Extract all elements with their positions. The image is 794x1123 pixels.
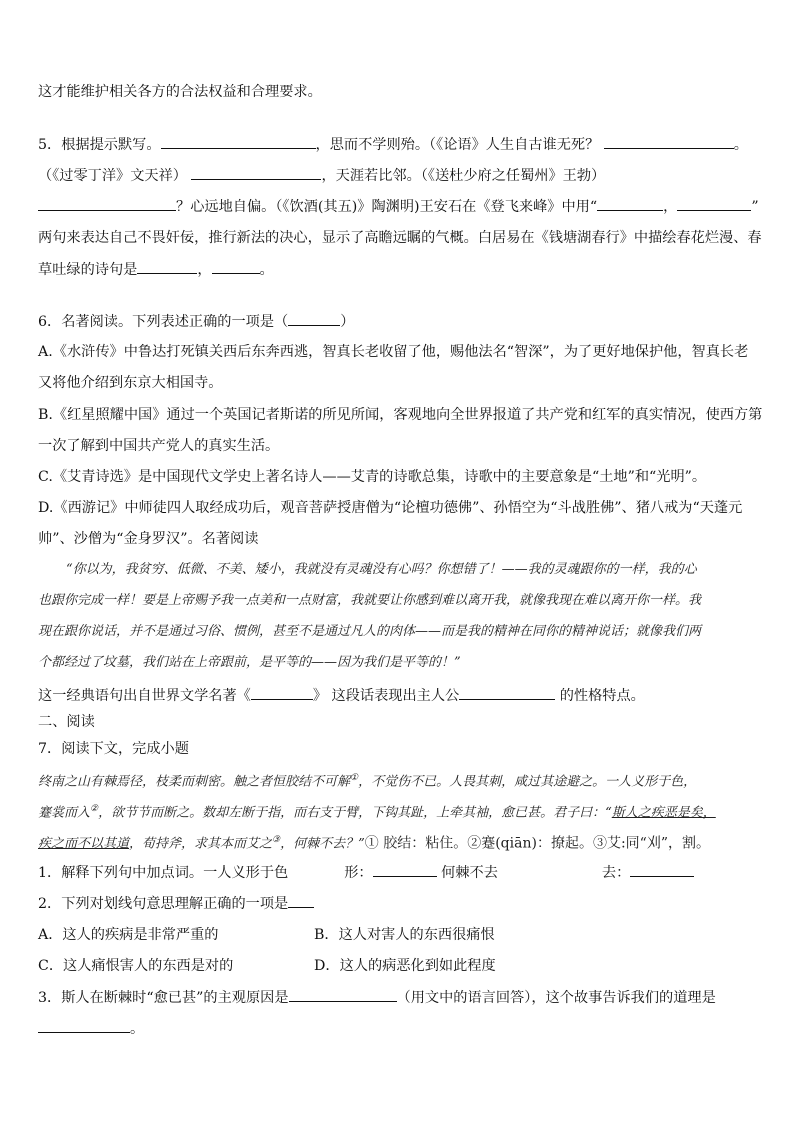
quote-line-2: 也跟你完成一样！要是上帝赐予我一点美和一点财富，我就要让你感到难以离开我，就像我现在难以离开你一样。我 <box>38 593 702 608</box>
blank[interactable] <box>677 196 751 211</box>
q6-stem: 6．名著阅读。下列表述正确的一项是（ ） <box>38 311 354 332</box>
q6-option-b: B.《红星照耀中国》通过一个英国记者斯诺的所见所闻，客观地向全世界报道了共产党和红军的真实情况，使西方第 <box>38 407 763 423</box>
blank[interactable] <box>459 685 555 700</box>
q7-options-row-1 <box>38 925 495 945</box>
blank[interactable] <box>38 1018 130 1033</box>
answer-blank[interactable] <box>288 311 340 326</box>
blank[interactable] <box>604 134 734 149</box>
option-a[interactable]: A．这人的疾病是非常严重的 <box>38 927 219 943</box>
underlined-sentence: 疾之而不以其道 <box>38 836 130 852</box>
q7-options-row-2 <box>38 956 496 976</box>
option-c[interactable]: C．这人痛恨害人的东西是对的 <box>38 958 234 974</box>
section-heading: 二、阅读 <box>38 714 95 730</box>
q5-line-5: 草吐绿的诗句是 ， 。 <box>38 259 274 280</box>
blank[interactable] <box>373 862 437 877</box>
q5-line-1: 5．根据提示默写。 ，思而不学则殆。（《论语》人生自古谁无死？ 。 <box>38 134 748 155</box>
blank[interactable] <box>289 987 397 1002</box>
q6-option-d: D.《西游记》中师徒四人取经成功后，观音菩萨授唐僧为“论檀功德佛”、孙悟空为“斗战胜佛”、猪八戒为“天蓬元 <box>38 500 743 516</box>
blank[interactable] <box>630 862 694 877</box>
q6-option-a: A.《水浒传》中鲁达打死镇关西后东奔西逃，智真长老收留了他，赐他法名“智深”，为了更好地保护他，智真长老 <box>38 344 749 360</box>
option-d[interactable]: D．这人的病恶化到如此程度 <box>314 958 496 974</box>
blank[interactable] <box>161 134 316 149</box>
blank[interactable] <box>191 165 321 180</box>
blank[interactable] <box>137 259 197 274</box>
blank[interactable] <box>38 196 176 211</box>
blank[interactable] <box>212 259 260 274</box>
q7-title: 7．阅读下文，完成小题 <box>38 741 189 757</box>
q6-option-c: C.《艾青诗选》是中国现代文学史上著名诗人——艾青的诗歌总集，诗歌中的主要意象是“土地”和“光明”。 <box>38 469 707 485</box>
glossary: ① 胶结：粘住。②蹇(qiān)：撩起。③艾:同“刈”，割。 <box>364 835 710 852</box>
q6-option-a-cont: 又将他介绍到东京大相国寺。 <box>38 375 223 391</box>
q6-option-d-cont: 帅”、沙僧为“金身罗汉”。名著阅读 <box>38 531 259 547</box>
classical-text-line-1: 终南之山有棘焉径，枝柔而刺密。触之者恒胶结不可解①，不觉伤不已。人畏其刺，咸过其途避之。一人义形于色， <box>38 773 697 790</box>
q7-sub3-cont: 。 <box>38 1018 144 1039</box>
blank[interactable] <box>597 196 663 211</box>
answer-blank[interactable] <box>288 893 314 908</box>
q5-line-3: ？心远地自偏。（《饮酒(其五)》陶渊明)王安石在《登飞来峰》中用“ ， ” <box>38 196 759 217</box>
intro-line: 这才能维护相关各方的合法权益和合理要求。 <box>38 84 322 100</box>
q7-sub3: 3．斯人在断棘时“愈已甚”的主观原因是 （用文中的语言回答），这个故事告诉我们的道理是 <box>38 987 716 1008</box>
quote-line-4: 个都经过了坟墓，我们站在上帝跟前，是平等的——因为我们是平等的！” <box>38 655 461 670</box>
q7-sub1: 1．解释下列句中加点词。一人义形于色 形： 何棘不去 去： <box>38 862 694 883</box>
q6-option-b-cont: 一次了解到中国共产党人的真实生活。 <box>38 438 280 454</box>
classical-text-line-3: 疾之而不以其道，荀持斧，求其本而艾之③，何棘不去？”① 胶结：粘住。②蹇(qiān)：撩起。③艾:同“刈”，割。 <box>38 835 710 852</box>
underlined-sentence: 斯人之疾恶是矣， <box>611 805 716 821</box>
blank[interactable] <box>251 685 313 700</box>
option-b[interactable]: B．这人对害人的东西很痛恨 <box>314 927 495 943</box>
q7-sub2: 2．下列对划线句意思理解正确的一项是 <box>38 893 314 914</box>
quote-line-3: 现在跟你说话，并不是通过习俗、惯例，甚至不是通过凡人的肉体——而是我的精神在同你的精神说话；就像我们两 <box>38 624 702 639</box>
quote-line-1: “你以为，我贫穷、低微、不美、矮小，我就没有灵魂没有心吗？你想错了！——我的灵魂跟你的一样，我的心 <box>66 562 697 577</box>
q5-line-4: 两句来表达自己不畏奸佞，推行新法的决心，显示了高瞻远瞩的气概。白居易在《钱塘湖春行》中描绘春花烂漫、春 <box>38 230 762 246</box>
classical-text-line-2: 蹇裳而入②，欲节节而断之。数却左断于指，而右支于臂，下钩其趾，上牵其袖，愈已甚。君子曰：“斯人之疾恶是矣， <box>38 804 716 821</box>
q5-line-2: （《过零丁洋》文天祥） ，天涯若比邻。（《送杜少府之任蜀州》王勃） <box>38 165 605 186</box>
q6-tail: 这一经典语句出自世界文学名著《 》 这段话表现出主人公 的性格特点。 <box>38 685 645 706</box>
